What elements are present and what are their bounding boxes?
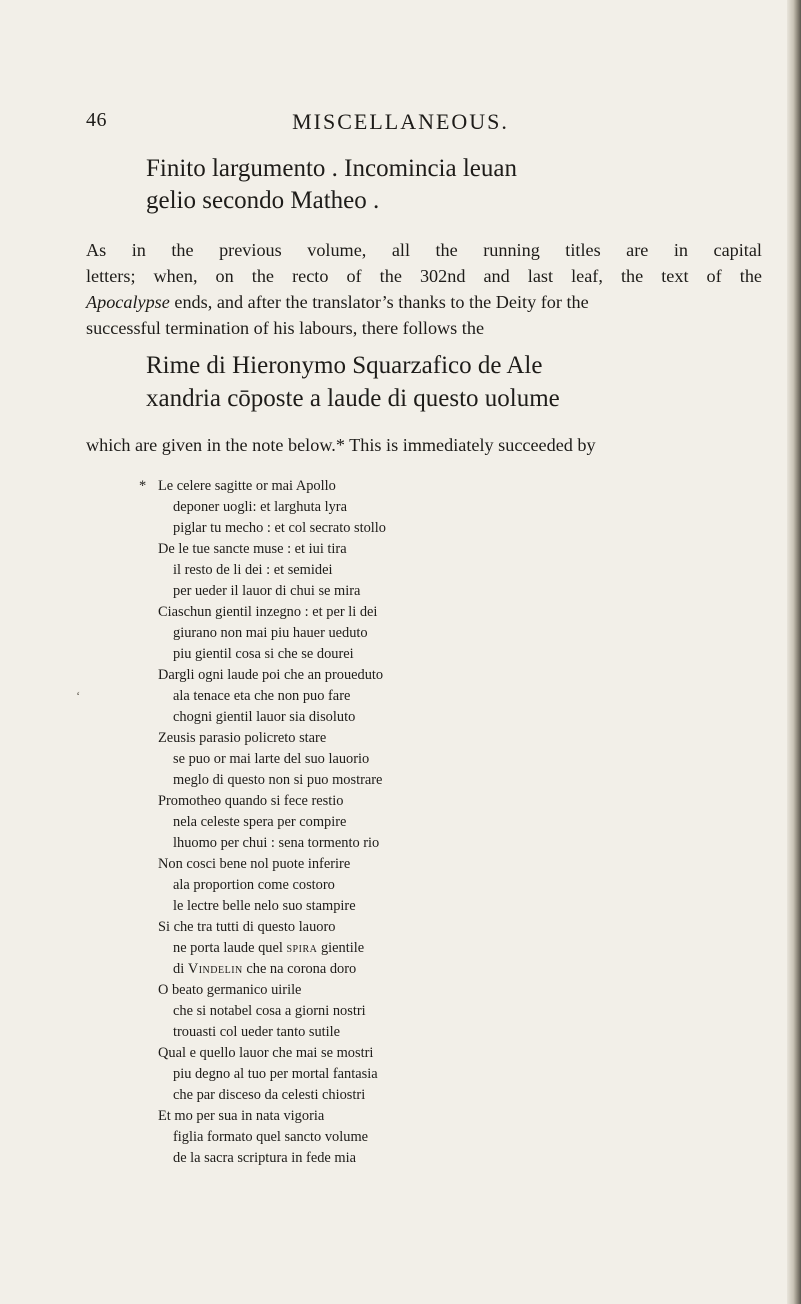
verse-line: Ciaschun gientil inzegno : et per li dei <box>158 604 378 620</box>
verse-line: meglo di questo non si puo mostrare <box>173 772 383 788</box>
verse-line-spira: ne porta laude quel spira gientile <box>173 940 365 956</box>
margin-mark-icon: ‘ <box>76 688 81 703</box>
colophon-line-2: gelio secondo Matheo . <box>146 187 380 214</box>
verse-line: deponer uogli: et larghuta lyra <box>173 499 347 515</box>
verse-line: Dargli ogni laude poi che an proueduto <box>158 667 384 683</box>
verse-line: piu degno al tuo per mortal fantasia <box>173 1066 378 1082</box>
verse-line: piu gientil cosa si che se dourei <box>173 646 354 662</box>
apocalypse-italic: Apocalypse <box>86 292 170 312</box>
verse-line: nela celeste spera per compire <box>173 814 347 830</box>
verse-line: giurano non mai piu hauer ueduto <box>173 625 368 641</box>
footnote-marker: * <box>139 478 147 494</box>
page-number: 46 <box>86 109 107 131</box>
verse-line: Qual e quello lauor che mai se mostri <box>158 1045 374 1061</box>
verse-line: Promotheo quando si fece restio <box>158 793 344 809</box>
verse-line-vindelin: di Vindelin che na corona doro <box>173 961 357 977</box>
verse-line: per ueder il lauor di chui se mira <box>173 583 361 599</box>
verse-line: O beato germanico uirile <box>158 982 302 998</box>
page-edge-shadow <box>787 0 801 1304</box>
paragraph-line-2: letters; when, on the recto of the 302nd and last leaf, the text of the <box>86 266 762 286</box>
verse-line: Le celere sagitte or mai Apollo <box>158 478 336 494</box>
rime-title-line-1: Rime di Hieronymo Squarzafico de Ale <box>146 352 543 379</box>
verse-line: trouasti col ueder tanto sutile <box>173 1024 341 1040</box>
verse-line: che si notabel cosa a giorni nostri <box>173 1003 366 1019</box>
smallcaps-vindelin: Vindelin <box>187 961 243 977</box>
verse-line: il resto de li dei : et semidei <box>173 562 333 578</box>
verse-line: Et mo per sua in nata vigoria <box>158 1108 325 1124</box>
rime-title-line-2: xandria cōposte a laude di questo uolume <box>146 385 560 412</box>
paragraph-2: which are given in the note below.* This is immediately succeeded by <box>86 435 596 455</box>
running-title: MISCELLANEOUS. <box>292 109 509 134</box>
verse-line: Si che tra tutti di questo lauoro <box>158 919 336 935</box>
verse-line: figlia formato quel sancto volume <box>173 1129 369 1145</box>
verse-line: De le tue sancte muse : et iui tira <box>158 541 347 557</box>
verse-line: le lectre belle nelo suo stampire <box>173 898 356 914</box>
smallcaps-spira: spira <box>286 940 318 956</box>
paragraph-line-3-rest: ends, and after the translator’s thanks to the Deity for the <box>169 292 589 312</box>
verse-line: ala proportion come costoro <box>173 877 335 893</box>
verse-line: de la sacra scriptura in fede mia <box>173 1150 356 1166</box>
verse-line: che par disceso da celesti chiostri <box>173 1087 366 1103</box>
verse-line: Non cosci bene nol puote inferire <box>158 856 351 872</box>
verse-line: ala tenace eta che non puo fare <box>173 688 351 704</box>
paragraph-line-4: successful termination of his labours, there follows the <box>86 318 485 338</box>
paragraph-line-3 <box>86 292 762 313</box>
paragraph-line-1: As in the previous volume, all the running titles are in capital <box>86 240 762 260</box>
colophon-line-1: Finito largumento . Incomincia leuan <box>146 155 517 182</box>
verse-line: se puo or mai larte del suo lauorio <box>173 751 370 767</box>
verse-line: piglar tu mecho : et col secrato stollo <box>173 520 386 536</box>
verse-line: lhuomo per chui : sena tormento rio <box>173 835 380 851</box>
page-header <box>0 109 801 141</box>
verse-line: chogni gientil lauor sia disoluto <box>173 709 356 725</box>
verse-line: Zeusis parasio policreto stare <box>158 730 327 746</box>
